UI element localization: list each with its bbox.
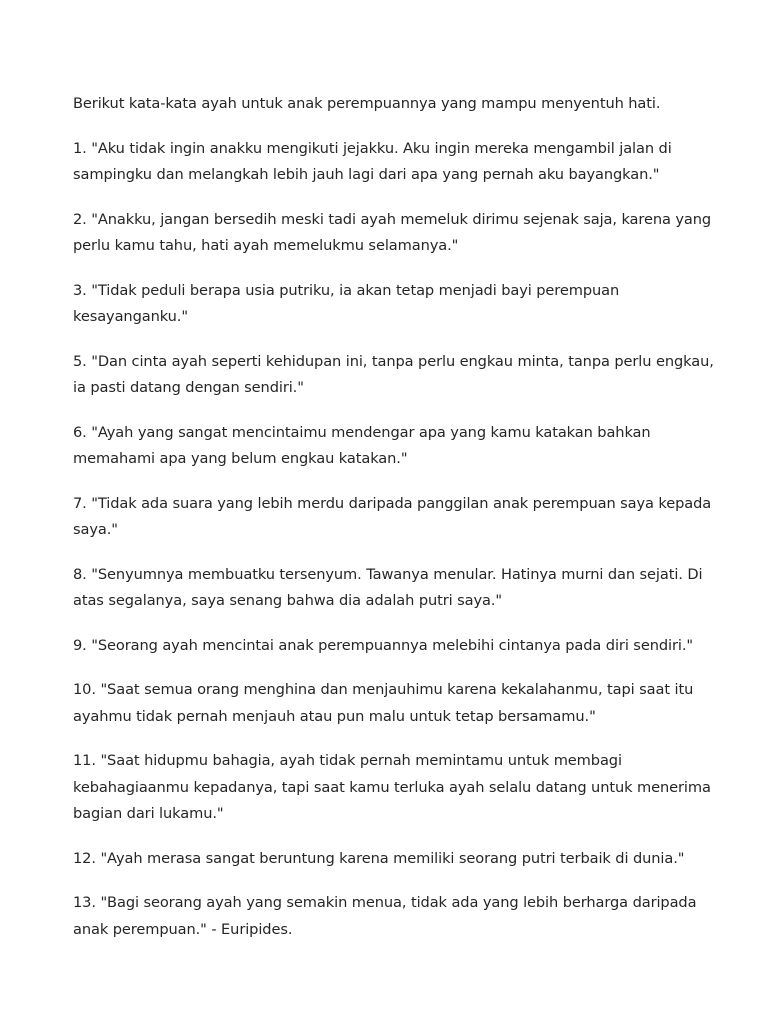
quote-1: 1. "Aku tidak ingin anakku mengikuti jejakku. Aku ingin mereka mengambil jalan di sampingku dan melangkah lebih jauh lagi dari apa yang pernah aku bayangkan." (73, 139, 672, 183)
quote-9: 9. "Seorang ayah mencintai anak perempuannya melebihi cintanya pada diri sendiri." (73, 636, 693, 654)
quote-7: 7. "Tidak ada suara yang lebih merdu daripada panggilan anak perempuan saya kepada saya." (73, 494, 712, 538)
quote-10: 10. "Saat semua orang menghina dan menjauhimu karena kekalahanmu, tapi saat itu ayahmu tidak pernah menjauh atau pun malu untuk tetap bersamamu." (73, 681, 694, 725)
intro-paragraph: Berikut kata-kata ayah untuk anak perempuannya yang mampu menyentuh hati. (73, 95, 661, 112)
quote-2: 2. "Anakku, jangan bersedih meski tadi ayah memeluk dirimu sejenak saja, karena yang perlu kamu tahu, hati ayah memelukmu selamanya." (73, 210, 712, 254)
quote-6: 6. "Ayah yang sangat mencintaimu mendengar apa yang kamu katakan bahkan memahami apa yang belum engkau katakan." (73, 423, 651, 467)
document-page (73, 91, 721, 961)
quote-13: 13. "Bagi seorang ayah yang semakin menua, tidak ada yang lebih berharga daripada anak perempuan." - Euripides. (73, 894, 697, 938)
quote-11: 11. "Saat hidupmu bahagia, ayah tidak pernah memintamu untuk membagi kebahagiaanmu kepadanya, tapi saat kamu terluka ayah selalu datang untuk menerima bagian dari lukamu." (73, 752, 711, 822)
quote-3: 3. "Tidak peduli berapa usia putriku, ia akan tetap menjadi bayi perempuan kesayanganku." (73, 281, 620, 325)
quote-5: 5. "Dan cinta ayah seperti kehidupan ini, tanpa perlu engkau minta, tanpa perlu engkau, ia pasti datang dengan sendiri." (73, 352, 714, 396)
quote-8: 8. "Senyumnya membuatku tersenyum. Tawanya menular. Hatinya murni dan sejati. Di atas segalanya, saya senang bahwa dia adalah putri saya." (73, 565, 703, 609)
quote-12: 12. "Ayah merasa sangat beruntung karena memiliki seorang putri terbaik di dunia." (73, 849, 685, 867)
